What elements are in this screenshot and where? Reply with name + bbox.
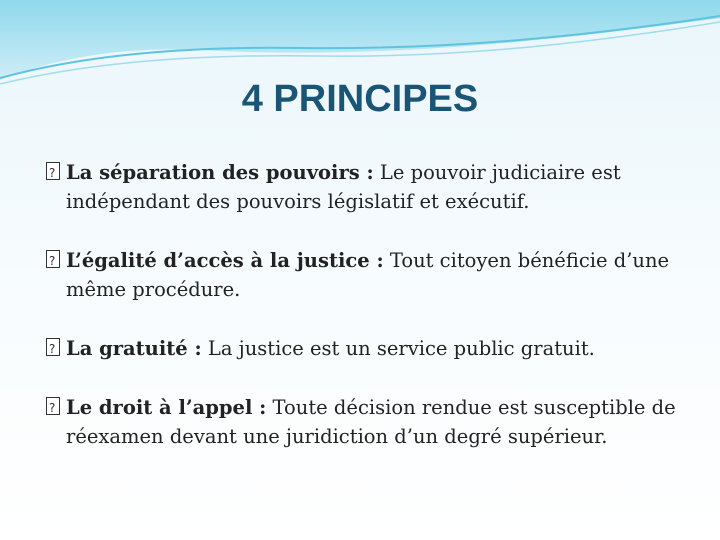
bullet-term: La gratuité : [66,337,202,360]
list-item [44,158,684,216]
list-item [44,246,684,304]
bullet-text: Toute décision rendue est susceptible de réexamen devant une juridiction d’un degré supérieur. [66,396,676,448]
missing-glyph-box-icon [46,338,60,356]
missing-glyph-box-icon [46,250,60,268]
header-wave-decoration [0,0,720,90]
principles-list [44,158,684,451]
list-item [44,334,684,363]
list-item [44,393,684,451]
bullet-text: Tout citoyen bénéficie d’une même procédure. [66,249,670,301]
bullet-text: La justice est un service public gratuit. [201,337,595,360]
bullet-term: La séparation des pouvoirs : [66,161,374,184]
missing-glyph-box-icon [46,162,60,180]
missing-glyph-box-icon [46,397,60,415]
bullet-text: Le pouvoir judiciaire est indépendant des pouvoirs législatif et exécutif. [66,161,621,213]
bullet-term: L’égalité d’accès à la justice : [66,249,384,272]
page-title: 4 PRINCIPES [241,78,479,120]
bullet-term: Le droit à l’appel : [66,396,267,419]
